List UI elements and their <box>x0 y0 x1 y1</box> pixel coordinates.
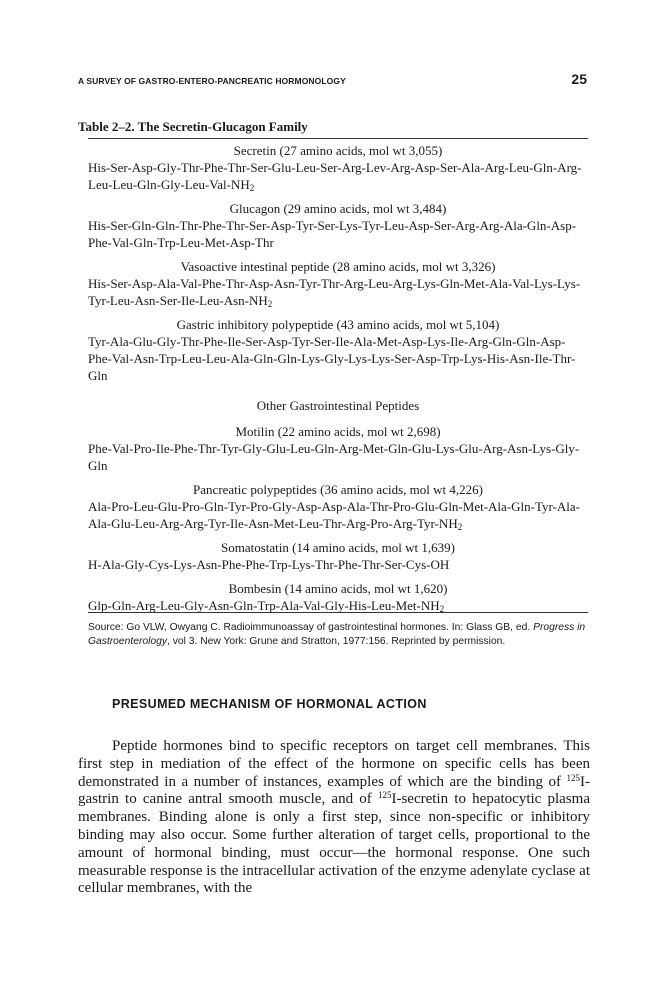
body-paragraph: Peptide hormones bind to specific receptors on target cell membranes. This first step in mediation of the effect of the hormone on specific cells has been demonstrated in a number of instances, examples of which are the binding of $^{125}$I-gastrin to canine antral smooth muscle, and of $^{125}$I-secretin to hepatocytic plasma membranes. Binding alone is only a first step, since non-specific or inhibitory binding may also occur. Some further alteration of target cells, proportional to the amount of hormonal binding, must occur—the hormonal response. One such measurable response is the intracellular activation of the enzyme adenylate cyclase at cellular membranes, with the <box>78 738 590 897</box>
entry-heading: Secretin (27 amino acids, mol wt 3,055) <box>233 143 443 158</box>
entry-heading: Glucagon (29 amino acids, mol wt 3,484) <box>229 201 447 216</box>
table-entry-glucagon <box>88 200 588 251</box>
entry-sequence: H-Ala-Gly-Cys-Lys-Asn-Phe-Phe-Trp-Lys-Thr-Phe-Thr-Ser-Cys-OH <box>88 557 450 572</box>
entry-sequence: His-$Ser-Asp-Ala-Val-Phe-Thr-Asp-Asn-Tyr-Thr-Arg-Leu-Arg-Lys-Gln-Met-Ala-Val-Lys-Lys-Tyr-Leu-Asn-Ser-Ile-Leu-Asn-NH_2$ <box>88 276 581 309</box>
section-title: PRESUMED MECHANISM OF HORMONAL ACTION <box>112 697 427 711</box>
table-bottom-rule <box>88 612 588 613</box>
table-entry-motilin <box>88 423 588 474</box>
entry-sequence: Glp-$Gln-Arg-Leu-Gly-Asn-Gln-Trp-Ala-Val-Gly-His-Leu-Met-NH_2$ <box>88 598 445 614</box>
table-entry-somatostatin <box>88 539 588 573</box>
other-peptides-heading: Other Gastrointestinal Peptides <box>256 398 420 413</box>
entry-heading: Motilin (22 amino acids, mol wt 2,698) <box>235 424 441 439</box>
running-head: A SURVEY OF GASTRO-ENTERO-PANCREATIC HORMONOLOGY <box>78 76 346 86</box>
table-entry-vip <box>88 258 588 309</box>
entry-sequence: His-$Ser-Asp-Gly-Thr-Phe-Thr-Ser-Glu-Leu-Ser-Arg-Lev-Arg-Asp-Ser-Ala-Arg-Leu-Gln-Arg-Leu-Leu-Gln-Gly-Leu-Val-NH_2$ <box>88 160 582 193</box>
table-body <box>88 142 588 621</box>
table-title: Table 2–2. The Secretin-Glucagon Family <box>78 119 308 134</box>
entry-sequence: Ala-Pro-Leu-Glu-Pro-Gln-Tyr-Pro-Gly-Asp-Asp-Ala-Thr-Pro-Glu-Gln-Met-Ala-Gln-Tyr-Ala-Ala-Glu-Leu-Arg-Arg-Tyr-Ile-Asn-Met-Leu-$Thr-Arg-Pro-Arg-Tyr-NH_2$ <box>88 499 580 532</box>
entry-heading: Somatostatin (14 amino acids, mol wt 1,639) <box>221 540 455 555</box>
table-entry-bombesin <box>88 580 588 614</box>
table-entry-gip <box>88 316 588 384</box>
entry-heading: Vasoactive intestinal peptide (28 amino acids, mol wt 3,326) <box>180 259 496 274</box>
entry-heading: Bombesin (14 amino acids, mol wt 1,620) <box>228 581 448 596</box>
page-number: 25 <box>571 71 587 87</box>
entry-sequence: Tyr-Ala-Glu-Gly-Thr-Phe-Ile-Ser-Asp-Tyr-Ser-Ile-Ala-Met-Asp-Lys-Ile-Arg-Gln-Gln-Asp-Phe-Val-Asn-Trp-Leu-Leu-Ala-Gln-Gln-Lys-Gly-Lys-Lys-Ser-Asp-Trp-Lys-His-Asn-Ile-Thr-Gln <box>88 334 576 383</box>
entry-sequence: His-Ser-Gln-Gln-Thr-Phe-Thr-Ser-Asp-Tyr-Ser-Lys-Tyr-Leu-Asp-Ser-Arg-Arg-Ala-Gln-Asp-Phe-Val-Gln-Trp-Leu-Met-Asp-Thr <box>88 218 577 250</box>
table-entry-pancreatic-polypeptide <box>88 481 588 532</box>
table-entry-secretin <box>88 142 588 193</box>
table-top-rule <box>88 138 588 139</box>
table-source-note: Source: Go VLW, Owyang C. Radioimmunoassay of gastrointestinal hormones. In: Glass GB, ed. Progress in Gastroenterology, vol 3. New York: Grune and Stratton, 1977:156. Reprinted by permission. <box>88 622 586 647</box>
entry-heading: Gastric inhibitory polypeptide (43 amino acids, mol wt 5,104) <box>176 317 500 332</box>
entry-sequence: Phe-Val-Pro-Ile-Phe-Thr-Tyr-Gly-Glu-Leu-Gln-Arg-Met-Gln-Glu-Lys-Glu-Arg-Asn-Lys-Gly-Gln <box>88 441 580 473</box>
entry-heading: Pancreatic polypeptides (36 amino acids, mol wt 4,226) <box>193 482 483 497</box>
